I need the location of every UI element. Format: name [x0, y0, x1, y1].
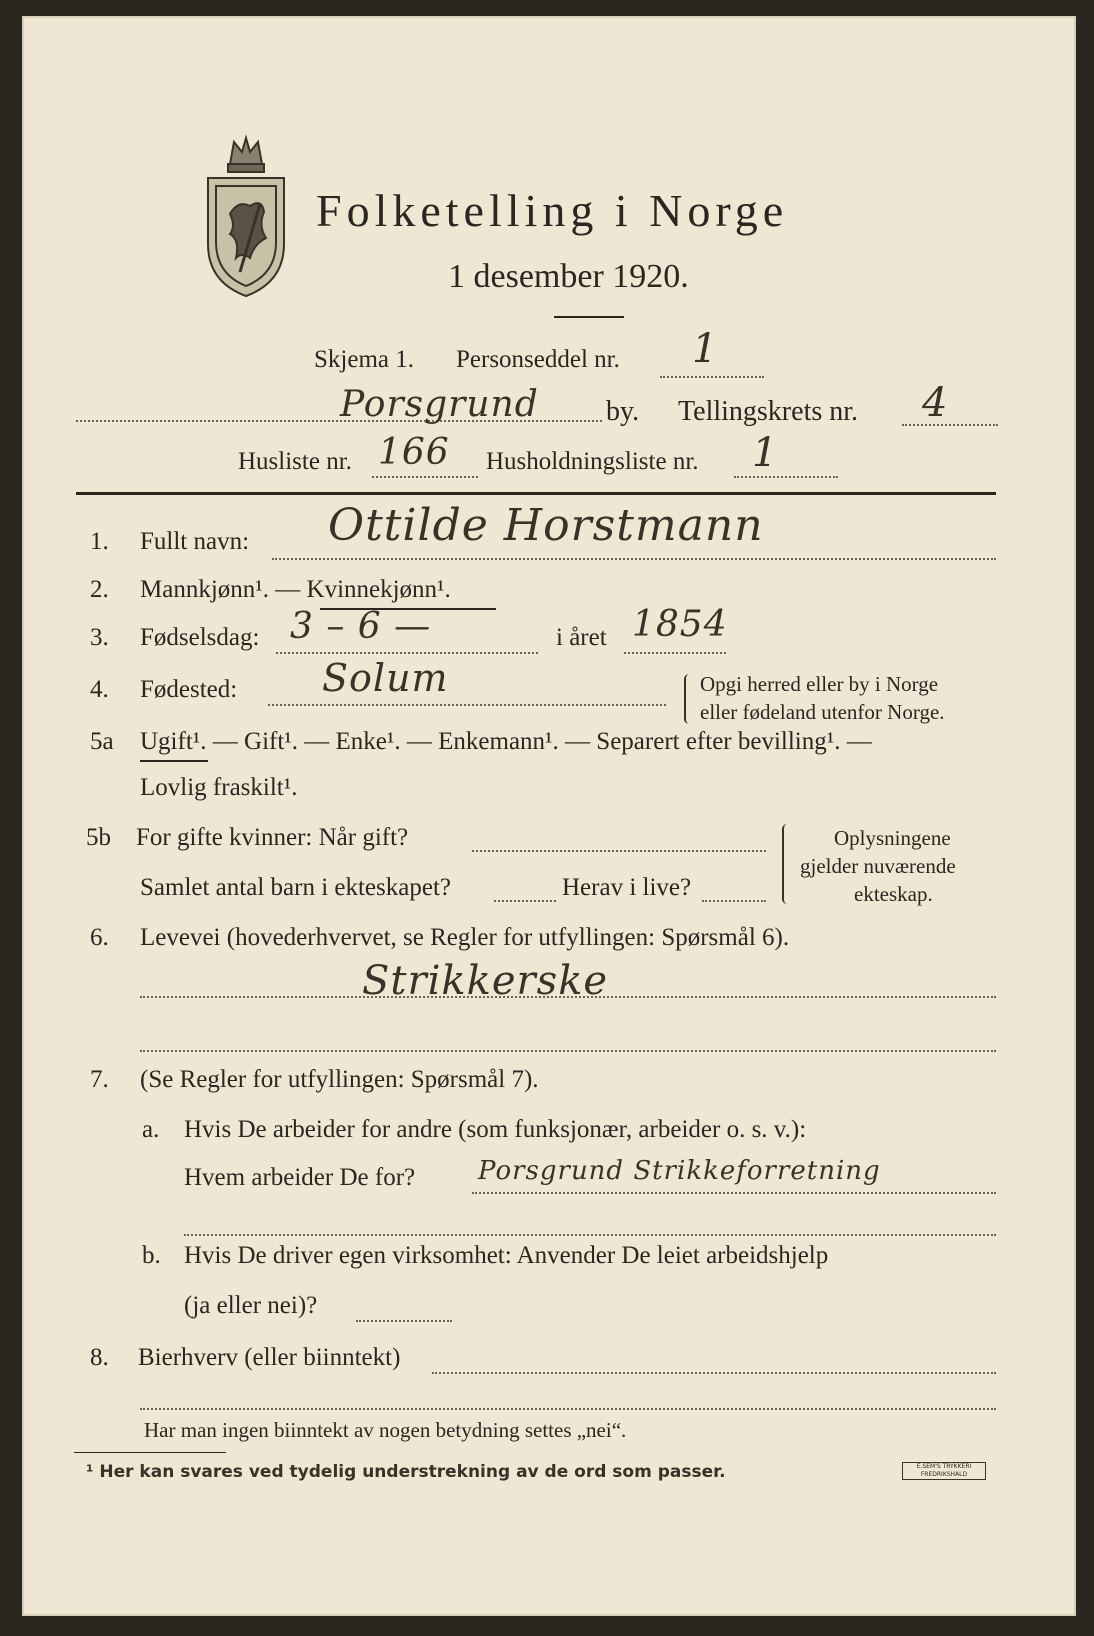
skjema-label: Skjema 1.: [314, 346, 414, 373]
q6-label: Levevei (hovederhvervet, se Regler for utfyllingen: Spørsmål 6).: [140, 924, 790, 951]
tellingskrets-label: Tellingskrets nr.: [678, 396, 859, 427]
q7a-line1: [472, 1192, 996, 1194]
personseddel-value[interactable]: 1: [692, 326, 719, 372]
q5b-alive-line: [702, 900, 766, 902]
q7a-label: Hvis De arbeider for andre (som funksjonær, arbeider o. s. v.):: [184, 1116, 807, 1143]
q8-label: Bierhverv (eller biinntekt): [138, 1344, 401, 1371]
husholdningsliste-value[interactable]: 1: [752, 430, 779, 476]
q7a-line2: [184, 1234, 996, 1236]
printer-stamp: E.SEM'S TRYKKERI FREDRIKSHALD: [902, 1462, 986, 1480]
coat-of-arms-icon: [200, 134, 292, 304]
q1-label: Fullt navn:: [140, 528, 250, 555]
form-title: Folketelling i Norge: [316, 185, 789, 236]
q4-number: 4.: [90, 676, 109, 703]
city-value[interactable]: Porsgrund: [340, 384, 539, 425]
header-rule: [76, 492, 996, 495]
husholdningsliste-label: Husholdningsliste nr.: [486, 448, 699, 475]
q7a-letter: a.: [142, 1116, 160, 1143]
q3-year-label: i året: [556, 624, 607, 651]
q1-number: 1.: [90, 528, 109, 555]
q1-line: [272, 558, 996, 560]
q8-number: 8.: [90, 1344, 109, 1371]
q4-brace: [684, 674, 694, 724]
q3-label: Fødselsdag:: [140, 624, 260, 651]
q7b-label: Hvis De driver egen virksomhet: Anvender De leiet arbeidshjelp: [184, 1242, 829, 1269]
q3-value[interactable]: 3 – 6 —: [290, 606, 432, 647]
personseddel-line: [660, 376, 764, 378]
q4-value[interactable]: Solum: [322, 656, 449, 700]
q8-line2: [140, 1408, 996, 1410]
q4-note-line2: eller fødeland utenfor Norge.: [700, 700, 945, 724]
q7b-line: [356, 1320, 452, 1322]
footer-note: Har man ingen biinntekt av nogen betydning settes „nei“.: [144, 1418, 627, 1442]
q1-value[interactable]: Ottilde Horstmann: [328, 500, 764, 551]
q5b-alive-label: Herav i live?: [562, 874, 692, 901]
tellingskrets-line: [902, 424, 998, 426]
q5b-number: 5b: [86, 824, 111, 851]
q7a-label-line2: Hvem arbeider De for?: [184, 1164, 416, 1191]
q6-number: 6.: [90, 924, 109, 951]
q6-line2: [140, 1050, 996, 1052]
q3-number: 3.: [90, 624, 109, 651]
q5b-note-line2: gjelder nuværende: [800, 854, 956, 878]
q7-number: 7.: [90, 1066, 109, 1093]
footnote-rule: [74, 1452, 226, 1453]
q4-line: [268, 704, 666, 706]
q4-label: Fødested:: [140, 676, 238, 703]
q2-number: 2.: [90, 576, 109, 603]
q3-line: [276, 652, 538, 654]
personseddel-label: Personseddel nr.: [456, 346, 620, 373]
q5a-underline: [140, 760, 208, 762]
husliste-value[interactable]: 166: [378, 432, 450, 473]
q7-label: (Se Regler for utfyllingen: Spørsmål 7).: [140, 1066, 539, 1093]
q5b-children-label: Samlet antal barn i ekteskapet?: [140, 874, 451, 901]
q6-value[interactable]: Strikkerske: [362, 958, 609, 1004]
q5a-label-line2: Lovlig fraskilt¹.: [140, 774, 298, 801]
q2-label: Mannkjønn¹. — Kvinnekjønn¹.: [140, 576, 451, 603]
q7b-label-line2: (ja eller nei)?: [184, 1292, 318, 1319]
q5a-number: 5a: [90, 728, 114, 755]
q5b-note-line1: Oplysningene: [834, 826, 951, 850]
husholdningsliste-line: [734, 476, 838, 478]
q5b-children-line: [494, 900, 556, 902]
title-divider: [554, 316, 624, 318]
q4-note-line1: Opgi herred eller by i Norge: [700, 672, 939, 696]
census-date: 1 desember 1920.: [448, 258, 689, 295]
husliste-line: [372, 476, 478, 478]
by-label: by.: [606, 396, 640, 427]
q5a-label: Ugift¹. — Gift¹. — Enke¹. — Enkemann¹. — Separert efter bevilling¹. —: [140, 728, 872, 755]
q7b-letter: b.: [142, 1242, 161, 1269]
tellingskrets-value[interactable]: 4: [922, 380, 949, 426]
q5b-brace: [782, 824, 792, 904]
q6-line1: [140, 996, 996, 998]
husliste-label: Husliste nr.: [238, 448, 352, 475]
q3-year-value[interactable]: 1854: [632, 604, 728, 645]
q5b-married-line: [472, 850, 766, 852]
q8-line1: [432, 1372, 996, 1374]
footnote-text: ¹ Her kan svares ved tydelig understrekning av de ord som passer.: [86, 1462, 726, 1482]
q5b-note-line3: ekteskap.: [854, 882, 933, 906]
q5b-label: For gifte kvinner: Når gift?: [136, 824, 409, 851]
q7a-value[interactable]: Porsgrund Strikkeforretning: [478, 1156, 881, 1186]
census-form: [22, 16, 1076, 1616]
q3-year-line: [624, 652, 726, 654]
